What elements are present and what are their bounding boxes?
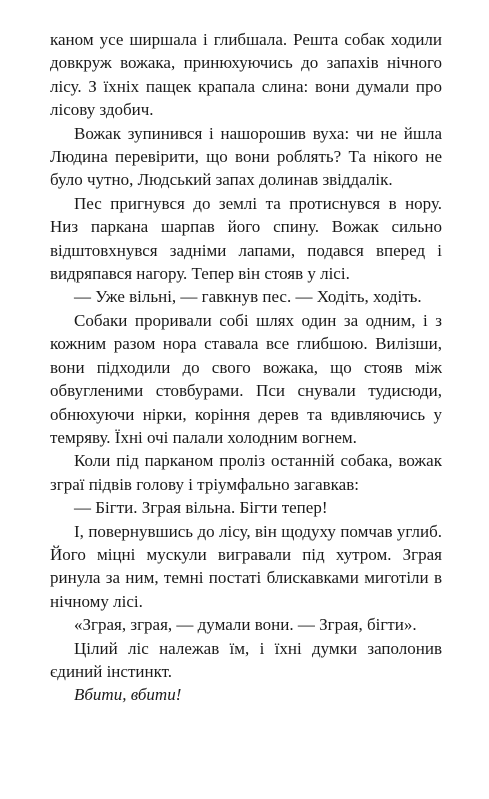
paragraph-10: Цілий ліс належав їм, і їхні думки заполонив єдиний інстинкт. (50, 638, 442, 681)
paragraph-6: Коли під парканом проліз останній собака, вожак зграї підвів голову і тріумфально загавкав: (50, 451, 442, 494)
paragraph-4: — Уже вільні, — гавкнув пес. — Ходіть, ходіть. (74, 287, 422, 307)
paragraph-1: каном усе ширшала і глибшала. Решта собак ходили довкруж вожака, принюхуючись до запахів нічного лісу. З їхніх пащек крапала слина: вони думали про лісову здобич. (50, 30, 442, 120)
paragraph-8: І, повернувшись до лісу, він щодуху помчав углиб. Його міцні мускули вигравали під хутром. Зграя ринула за ним, темні постаті блискавками миготіли в нічному лісі. (50, 521, 442, 611)
paragraph-2: Вожак зупинився і нашорошив вуха: чи не йшла Людина перевірити, що вони роблять? Та нікого не було чутно, Людський запах долинав звіддалік. (50, 123, 442, 190)
paragraph-5: Собаки проривали собі шлях один за одним, і з кожним разом нора ставала все глибшою. Вилізши, вони підходили до свого вожака, що стояв між обвугленими стовбурами. Пси снували тудисюди, обнюхуючи нірки, коріння дерев та вдивляючись у темряву. Їхні очі палали холодним вогнем. (50, 310, 442, 447)
paragraph-7: — Бігти. Зграя вільна. Бігти тепер! (74, 498, 328, 518)
paragraph-11: Вбити, вбити! (74, 685, 182, 705)
page-body (50, 28, 442, 707)
paragraph-3: Пес пригнувся до землі та протиснувся в нору. Низ паркана шарпав його спину. Вожак сильно відштовхнувся задніми лапами, подався вперед і видряпався нагору. Тепер він стояв у лісі. (50, 193, 442, 284)
paragraph-9: «Зграя, зграя, — думали вони. — Зграя, бігти». (74, 615, 417, 635)
